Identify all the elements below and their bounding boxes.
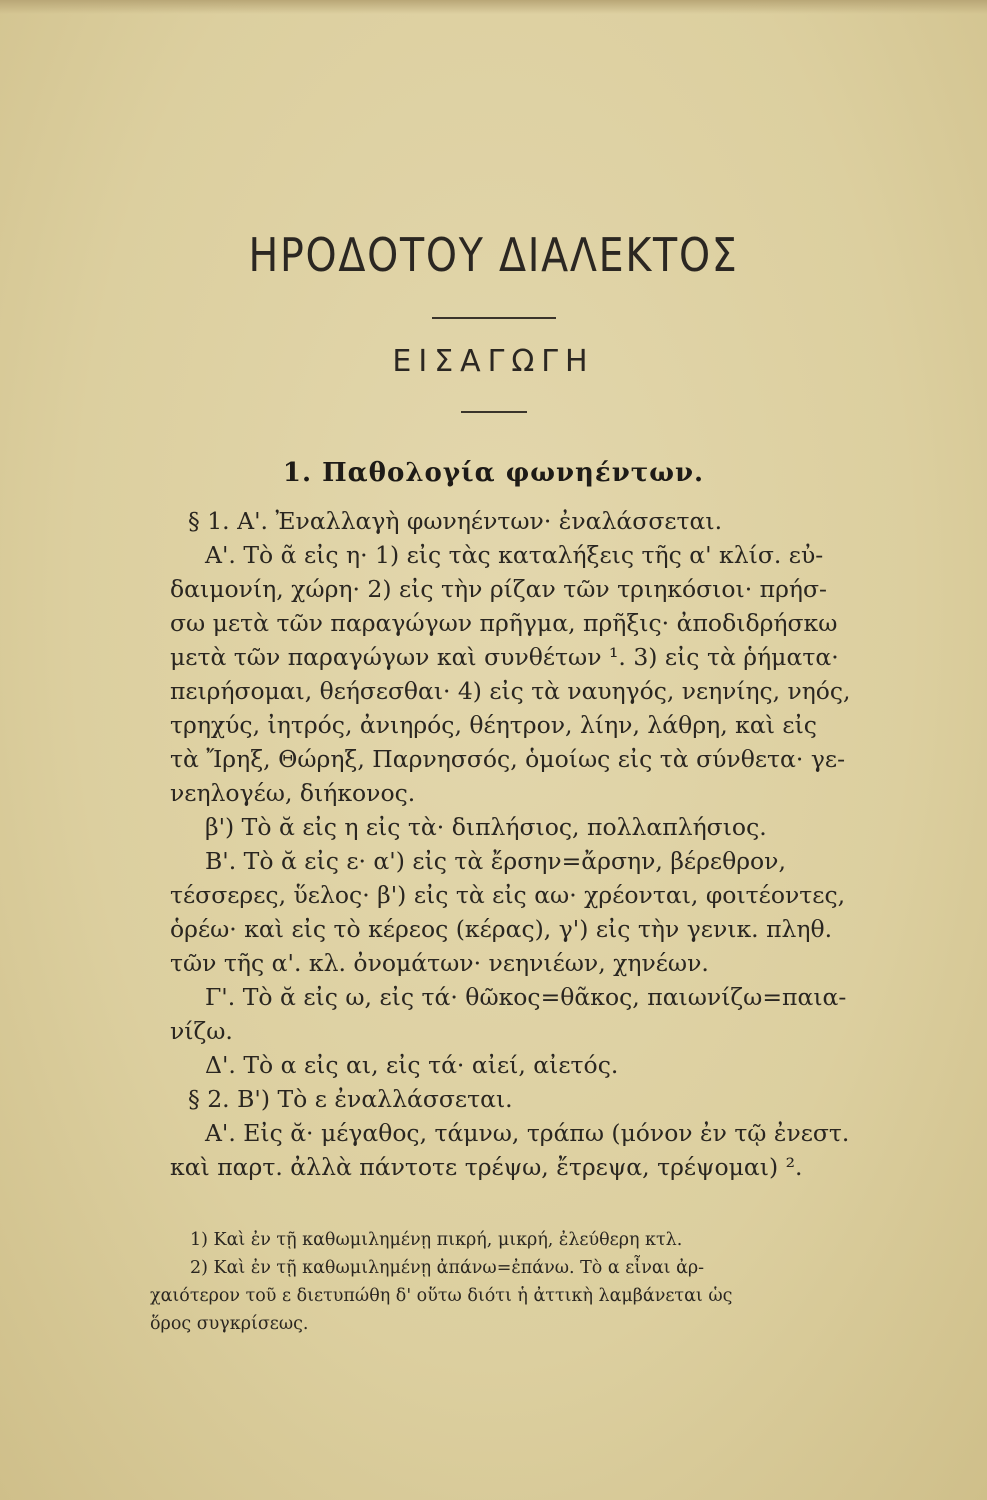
page-top-edge xyxy=(0,0,987,14)
body-line: Α'. Τὸ ᾶ εἰς η· 1) εἰς τὰς καταλήξεις τῆς α' κλίσ. εὐ- xyxy=(205,541,824,569)
body-line: Α'. Εἰς ᾰ· μέγαθος, τάμνω, τράπω (μόνον ἐν τῷ ἐνεστ. xyxy=(205,1119,850,1147)
body-line: καὶ παρτ. ἀλλὰ πάντοτε τρέψω, ἔτρεψα, τρέψομαι) ². xyxy=(170,1153,803,1181)
body-line: νίζω. xyxy=(170,1017,233,1045)
body-line: Δ'. Τὸ α εἰς αι, εἰς τά· αἰεί, αἰετός. xyxy=(205,1051,619,1079)
body-line: τὰ Ἴρηξ, Θώρηξ, Παρνησσός, ὁμοίως εἰς τὰ σύνθετα· γε- xyxy=(170,745,846,773)
body-line: β') Τὸ ᾰ εἰς η εἰς τὰ· διπλήσιος, πολλαπλήσιος. xyxy=(205,813,767,841)
body-line: σω μετὰ τῶν παραγώγων πρῆγμα, πρῆξις· ἀποδιδρήσκω xyxy=(170,609,838,637)
footnote-line: 2) Καὶ ἐν τῇ καθωμιλημένῃ ἀπάνω=ἐπάνω. Τὸ α εἶναι ἀρ- xyxy=(190,1258,705,1278)
body-line: τῶν τῆς α'. κλ. ὀνομάτων· νεηνιέων, χηνέων. xyxy=(170,949,709,977)
body-line: Γ'. Τὸ ᾰ εἰς ω, εἰς τά· θῶκος=θᾶκος, παιωνίζω=παια- xyxy=(205,983,847,1011)
footnote-line: ὅρος συγκρίσεως. xyxy=(150,1314,309,1334)
footnote-line: 1) Καὶ ἐν τῇ καθωμιλημένῃ πικρή, μικρή, ἐλεύθερη κτλ. xyxy=(190,1230,683,1250)
body-line: τέσσερες, ὕελος· β') εἰς τὰ εἰς αω· χρέονται, φοιτέοντες, xyxy=(170,881,846,909)
body-line: νεηλογέω, διήκονος. xyxy=(170,779,416,807)
section-subtitle: ΕΙΣΑΓΩΓΗ xyxy=(392,344,595,379)
body-line: τρηχύς, ἰητρός, ἀνιηρός, θέητρον, λίην, λάθρη, καὶ εἰς xyxy=(170,711,817,739)
body-line: δαιμονίη, χώρη· 2) εἰς τὴν ρίζαν τῶν τριηκόσιοι· πρήσ- xyxy=(170,575,827,603)
body-line: Β'. Τὸ ᾰ εἰς ε· α') εἰς τὰ ἔρσην=ἄρσην, βέρεθρον, xyxy=(205,847,786,875)
footnote-line: χαιότερον τοῦ ε διετυπώθη δ' οὕτω διότι ἡ ἀττικὴ λαμβάνεται ὡς xyxy=(150,1286,733,1306)
body-line: πειρήσομαι, θεήσεσθαι· 4) εἰς τὰ ναυηγός, νεηνίης, νηός, xyxy=(170,677,851,705)
body-line: § 1. Α'. Ἐναλλαγὴ φωνηέντων· ἐναλάσσεται. xyxy=(188,507,723,535)
title-rule xyxy=(432,317,556,319)
chapter-heading: 1. Παθολογία φωνηέντων. xyxy=(282,458,705,488)
body-line: ὁρέω· καὶ εἰς τὸ κέρεος (κέρας), γ') εἰς τὴν γενικ. πληθ. xyxy=(170,915,833,943)
body-line: § 2. Β') Τὸ ε ἐναλλάσσεται. xyxy=(188,1085,513,1113)
body-line: μετὰ τῶν παραγώγων καὶ συνθέτων ¹. 3) εἰς τὰ ῥήματα· xyxy=(170,643,839,671)
page-title: ΗΡΟΔΟΤΟΥ ΔΙΑΛΕΚΤΟΣ xyxy=(248,228,739,282)
subtitle-rule xyxy=(461,411,527,413)
